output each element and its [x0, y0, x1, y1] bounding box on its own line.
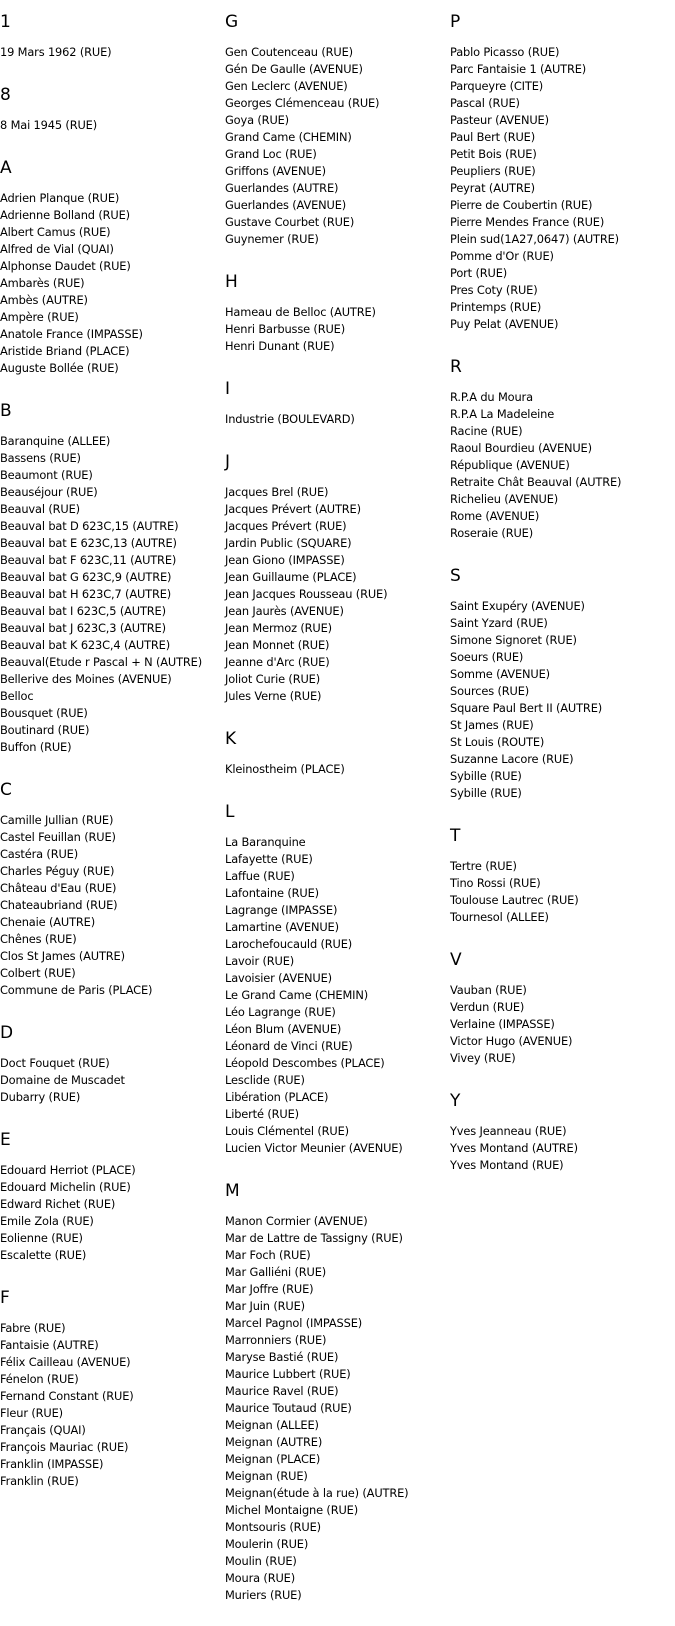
street-list [0, 117, 218, 134]
street-list-item[interactable]: François Mauriac (RUE) [0, 1440, 129, 1454]
street-list [450, 389, 672, 542]
street-list [450, 44, 672, 333]
street-list-item[interactable]: Guynemer (RUE) [225, 232, 319, 246]
street-list-item[interactable]: Buffon (RUE) [0, 740, 72, 754]
street-list-item[interactable]: Puy Pelat (AVENUE) [450, 317, 559, 331]
street-list-item[interactable]: Tournesol (ALLEE) [450, 910, 549, 924]
street-list-item[interactable]: Beauval(Etude r Pascal + N (AUTRE) [0, 655, 202, 669]
street-list-item[interactable]: Lamartine (AVENUE) [225, 920, 339, 934]
street-list-item[interactable]: Somme (AVENUE) [450, 667, 550, 681]
section-letter-heading: V [450, 950, 462, 970]
street-list [225, 304, 447, 355]
street-list-item[interactable]: 19 Mars 1962 (RUE) [0, 45, 112, 59]
street-list-item[interactable]: Laffue (RUE) [225, 869, 295, 883]
street-list-item[interactable]: Maurice Lubbert (RUE) [225, 1367, 351, 1381]
letter-section [0, 83, 218, 134]
street-list-item[interactable]: Yves Montand (RUE) [450, 1158, 564, 1172]
street-list-item[interactable]: Baranquine (ALLEE) [0, 434, 111, 448]
street-list-item[interactable]: Bassens (RUE) [0, 451, 81, 465]
street-list-item[interactable]: Français (QUAI) [0, 1423, 86, 1437]
street-index-column-3 [450, 10, 672, 1196]
street-list-item[interactable]: Vivey (RUE) [450, 1051, 516, 1065]
street-list-item[interactable]: Pasteur (AVENUE) [450, 113, 549, 127]
street-list [0, 1162, 218, 1264]
street-list-item[interactable]: Mar Foch (RUE) [225, 1248, 311, 1262]
street-list-item[interactable]: Albert Camus (RUE) [0, 225, 111, 239]
street-list-item[interactable]: Colbert (RUE) [0, 966, 76, 980]
letter-section [450, 824, 672, 926]
letter-section [0, 399, 218, 756]
street-list-item[interactable]: Edouard Herriot (PLACE) [0, 1163, 136, 1177]
street-list-item[interactable]: Gen Coutenceau (RUE) [225, 45, 353, 59]
street-list-item[interactable]: Paul Bert (RUE) [450, 130, 536, 144]
street-list [0, 44, 218, 61]
street-list-item[interactable]: Beaumont (RUE) [0, 468, 93, 482]
street-list [450, 982, 672, 1067]
street-list-item[interactable]: Hameau de Belloc (AUTRE) [225, 305, 376, 319]
street-list-item[interactable]: Roseraie (RUE) [450, 526, 534, 540]
street-list-item[interactable]: Lucien Victor Meunier (AVENUE) [225, 1141, 403, 1155]
street-list-item[interactable]: Emile Zola (RUE) [0, 1214, 94, 1228]
section-letter-heading: E [0, 1130, 11, 1150]
street-list-item[interactable]: Lagrange (IMPASSE) [225, 903, 338, 917]
street-list-item[interactable]: Saint Yzard (RUE) [450, 616, 548, 630]
street-list-item[interactable]: Le Grand Came (CHEMIN) [225, 988, 369, 1002]
letter-section [450, 1089, 672, 1174]
street-list-item[interactable]: Jules Verne (RUE) [225, 689, 322, 703]
section-letter-heading: 1 [0, 12, 11, 32]
section-letter-heading: M [225, 1181, 240, 1201]
street-list-item[interactable]: Square Paul Bert II (AUTRE) [450, 701, 603, 715]
street-list-item[interactable]: Commune de Paris (PLACE) [0, 983, 153, 997]
section-letter-heading: Y [450, 1091, 461, 1111]
section-letter-heading: G [225, 12, 239, 32]
street-list-item[interactable]: Jacques Prévert (RUE) [225, 519, 347, 533]
street-list-item[interactable]: Castéra (RUE) [0, 847, 79, 861]
street-list-item[interactable]: Beauval bat F 623C,11 (AUTRE) [0, 553, 177, 567]
street-list-item[interactable]: Gén De Gaulle (AVENUE) [225, 62, 363, 76]
letter-section [0, 1286, 218, 1490]
street-list-item[interactable]: Jean Jaurès (AVENUE) [225, 604, 344, 618]
street-list-item[interactable]: Lavoir (RUE) [225, 954, 295, 968]
street-list [0, 812, 218, 999]
section-letter-heading: F [0, 1288, 10, 1308]
street-list-item[interactable]: Chênes (RUE) [0, 932, 77, 946]
street-list-item[interactable]: Beauval bat H 623C,7 (AUTRE) [0, 587, 172, 601]
street-list-item[interactable]: Verdun (RUE) [450, 1000, 525, 1014]
street-list-item[interactable]: Meignan (PLACE) [225, 1452, 321, 1466]
street-list [450, 858, 672, 926]
street-list-item[interactable]: Libération (PLACE) [225, 1090, 329, 1104]
street-list-item[interactable]: Maryse Bastié (RUE) [225, 1350, 339, 1364]
street-list [225, 834, 447, 1157]
letter-section [450, 564, 672, 802]
street-list-item[interactable]: Moulin (RUE) [225, 1554, 297, 1568]
street-list [225, 484, 447, 705]
street-list-item[interactable]: Chenaie (AUTRE) [0, 915, 96, 929]
section-letter-heading: L [225, 802, 235, 822]
street-list-item[interactable]: Doct Fouquet (RUE) [0, 1056, 110, 1070]
street-list-item[interactable]: Jean Guillaume (PLACE) [225, 570, 357, 584]
street-list-item[interactable]: Jean Monnet (RUE) [225, 638, 330, 652]
street-list-item[interactable]: Marcel Pagnol (IMPASSE) [225, 1316, 363, 1330]
letter-section [0, 1021, 218, 1106]
street-list-item[interactable]: Georges Clémenceau (RUE) [225, 96, 380, 110]
street-list-item[interactable]: Suzanne Lacore (RUE) [450, 752, 574, 766]
street-list [225, 44, 447, 248]
section-letter-heading: J [225, 452, 231, 472]
letter-section [225, 10, 447, 248]
street-list-item[interactable]: Sybille (RUE) [450, 786, 522, 800]
street-list-item[interactable]: Port (RUE) [450, 266, 508, 280]
street-list-item[interactable]: Ambarès (RUE) [0, 276, 85, 290]
street-list-item[interactable]: Simone Signoret (RUE) [450, 633, 577, 647]
street-list-item[interactable]: Marronniers (RUE) [225, 1333, 327, 1347]
street-list-item[interactable]: Anatole France (IMPASSE) [0, 327, 143, 341]
street-list-item[interactable]: Yves Montand (AUTRE) [450, 1141, 578, 1155]
street-list-item[interactable]: Beauval bat E 623C,13 (AUTRE) [0, 536, 177, 550]
street-index-column-2 [225, 10, 447, 1626]
street-list-item[interactable]: Belloc [0, 689, 34, 703]
street-list-item[interactable]: Beauval bat G 623C,9 (AUTRE) [0, 570, 172, 584]
street-list-item[interactable]: Pablo Picasso (RUE) [450, 45, 560, 59]
street-list-item[interactable]: Pascal (RUE) [450, 96, 520, 110]
street-list-item[interactable]: Raoul Bourdieu (AVENUE) [450, 441, 592, 455]
street-list-item[interactable]: Château d'Eau (RUE) [0, 881, 117, 895]
street-list-item[interactable]: Michel Montaigne (RUE) [225, 1503, 359, 1517]
section-letter-heading: R [450, 357, 462, 377]
street-list-item[interactable]: Aristide Briand (PLACE) [0, 344, 130, 358]
street-list [225, 761, 447, 778]
street-list-item[interactable]: Alphonse Daudet (RUE) [0, 259, 131, 273]
section-letter-heading: C [0, 780, 12, 800]
street-list-item[interactable]: Toulouse Lautrec (RUE) [450, 893, 579, 907]
street-list-item[interactable]: Sources (RUE) [450, 684, 530, 698]
street-list-item[interactable]: Joliot Curie (RUE) [225, 672, 320, 686]
street-list-item[interactable]: Griffons (AVENUE) [225, 164, 326, 178]
section-letter-heading: T [450, 826, 461, 846]
street-list-item[interactable]: Rome (AVENUE) [450, 509, 540, 523]
street-list-item[interactable]: Lesclide (RUE) [225, 1073, 305, 1087]
letter-section [0, 156, 218, 377]
street-list-item[interactable]: Lavoisier (AVENUE) [225, 971, 332, 985]
street-list-item[interactable]: Meignan (RUE) [225, 1469, 308, 1483]
section-letter-heading: 8 [0, 85, 11, 105]
letter-section [225, 450, 447, 705]
street-list-item[interactable]: Vauban (RUE) [450, 983, 527, 997]
street-list-item[interactable]: Beauval bat I 623C,5 (AUTRE) [0, 604, 166, 618]
letter-section [225, 270, 447, 355]
street-list [450, 1123, 672, 1174]
street-list-item[interactable]: Mar Joffre (RUE) [225, 1282, 314, 1296]
street-list-item[interactable]: Petit Bois (RUE) [450, 147, 537, 161]
street-list-item[interactable]: Maurice Ravel (RUE) [225, 1384, 339, 1398]
section-letter-heading: H [225, 272, 238, 292]
street-list-item[interactable]: Muriers (RUE) [225, 1588, 302, 1602]
street-list-item[interactable]: Fantaisie (AUTRE) [0, 1338, 99, 1352]
street-list-item[interactable]: Saint Exupéry (AVENUE) [450, 599, 585, 613]
section-letter-heading: B [0, 401, 12, 421]
street-list-item[interactable]: Charles Péguy (RUE) [0, 864, 115, 878]
street-list-item[interactable]: Henri Barbusse (RUE) [225, 322, 346, 336]
street-list-item[interactable]: Maurice Toutaud (RUE) [225, 1401, 352, 1415]
street-list-item[interactable]: Jacques Brel (RUE) [225, 485, 329, 499]
street-list-item[interactable]: Fleur (RUE) [0, 1406, 63, 1420]
street-list-item[interactable]: Léopold Descombes (PLACE) [225, 1056, 385, 1070]
street-list-item[interactable]: Eolienne (RUE) [0, 1231, 83, 1245]
street-list-item[interactable]: Clos St James (AUTRE) [0, 949, 125, 963]
street-list-item[interactable]: Edouard Michelin (RUE) [0, 1180, 131, 1194]
street-list-item[interactable]: Meignan (AUTRE) [225, 1435, 323, 1449]
letter-section [225, 1179, 447, 1604]
street-list-item[interactable]: Beauval (RUE) [0, 502, 80, 516]
street-list-item[interactable]: Beauval bat K 623C,4 (AUTRE) [0, 638, 170, 652]
section-letter-heading: P [450, 12, 461, 32]
street-list-item[interactable]: Mar Galliéni (RUE) [225, 1265, 327, 1279]
street-list-item[interactable]: Soeurs (RUE) [450, 650, 524, 664]
street-list-item[interactable]: Adrienne Bolland (RUE) [0, 208, 130, 222]
street-list-item[interactable]: Lafontaine (RUE) [225, 886, 319, 900]
street-list-item[interactable]: Ambès (AUTRE) [0, 293, 88, 307]
street-list-item[interactable]: Moura (RUE) [225, 1571, 295, 1585]
street-list-item[interactable]: Guerlandes (AVENUE) [225, 198, 347, 212]
street-list-item[interactable]: Manon Cormier (AVENUE) [225, 1214, 368, 1228]
street-list-item[interactable]: Verlaine (IMPASSE) [450, 1017, 555, 1031]
street-list-item[interactable]: Liberté (RUE) [225, 1107, 299, 1121]
street-list-item[interactable]: Alfred de Vial (QUAI) [0, 242, 114, 256]
street-list-item[interactable]: 8 Mai 1945 (RUE) [0, 118, 98, 132]
street-list-item[interactable]: Dubarry (RUE) [0, 1090, 81, 1104]
street-list-item[interactable]: Louis Clémentel (RUE) [225, 1124, 349, 1138]
street-list-item[interactable]: Racine (RUE) [450, 424, 523, 438]
street-list [0, 190, 218, 377]
street-list-item[interactable]: Lafayette (RUE) [225, 852, 313, 866]
street-list-item[interactable]: République (AVENUE) [450, 458, 570, 472]
letter-section [450, 10, 672, 333]
street-list [0, 433, 218, 756]
street-list-item[interactable]: Fabre (RUE) [0, 1321, 66, 1335]
street-list-item[interactable]: Montsouris (RUE) [225, 1520, 321, 1534]
street-list-item[interactable]: Parc Fantaisie 1 (AUTRE) [450, 62, 587, 76]
street-list-item[interactable]: Léonard de Vinci (RUE) [225, 1039, 353, 1053]
street-list-item[interactable]: R.P.A La Madeleine [450, 407, 555, 421]
street-list-item[interactable]: Beauséjour (RUE) [0, 485, 98, 499]
street-list-item[interactable]: Gustave Courbet (RUE) [225, 215, 355, 229]
street-list-item[interactable]: Parqueyre (CITE) [450, 79, 544, 93]
street-list-item[interactable]: Printemps (RUE) [450, 300, 542, 314]
street-list-item[interactable]: Tino Rossi (RUE) [450, 876, 541, 890]
street-list-item[interactable]: Pierre de Coubertin (RUE) [450, 198, 593, 212]
letter-section [450, 355, 672, 542]
street-list [225, 1213, 447, 1604]
section-letter-heading: A [0, 158, 12, 178]
street-list-item[interactable]: Pres Coty (RUE) [450, 283, 538, 297]
street-list-item[interactable]: Kleinostheim (PLACE) [225, 762, 345, 776]
letter-section [225, 727, 447, 778]
section-letter-heading: K [225, 729, 237, 749]
street-list-item[interactable]: Boutinard (RUE) [0, 723, 90, 737]
street-list-item[interactable]: Meignan(étude à la rue) (AUTRE) [225, 1486, 409, 1500]
street-list-item[interactable]: Jean Jacques Rousseau (RUE) [225, 587, 388, 601]
letter-section [0, 10, 218, 61]
street-list-item[interactable]: Adrien Planque (RUE) [0, 191, 120, 205]
street-list-item[interactable]: Jeanne d'Arc (RUE) [225, 655, 330, 669]
street-list-item[interactable]: Beauval bat J 623C,3 (AUTRE) [0, 621, 166, 635]
street-list-item[interactable]: Industrie (BOULEVARD) [225, 412, 355, 426]
street-list-item[interactable]: Auguste Bollée (RUE) [0, 361, 119, 375]
street-list-item[interactable]: Peupliers (RUE) [450, 164, 536, 178]
street-list [0, 1055, 218, 1106]
street-list-item[interactable]: Jacques Prévert (AUTRE) [225, 502, 361, 516]
section-letter-heading: I [225, 379, 231, 399]
street-list-item[interactable]: Camille Jullian (RUE) [0, 813, 114, 827]
street-list-item[interactable]: Richelieu (AVENUE) [450, 492, 559, 506]
street-list-item[interactable]: Tertre (RUE) [450, 859, 517, 873]
letter-section [0, 778, 218, 999]
street-list-item[interactable]: Edward Richet (RUE) [0, 1197, 116, 1211]
street-list-item[interactable]: Domaine de Muscadet [0, 1073, 125, 1087]
street-list-item[interactable]: Pomme d'Or (RUE) [450, 249, 554, 263]
street-list-item[interactable]: Félix Cailleau (AVENUE) [0, 1355, 131, 1369]
street-list-item[interactable]: Ampère (RUE) [0, 310, 79, 324]
street-list-item[interactable]: Peyrat (AUTRE) [450, 181, 535, 195]
section-letter-heading: D [0, 1023, 14, 1043]
street-list-item[interactable]: St Louis (ROUTE) [450, 735, 545, 749]
street-list-item[interactable]: Pierre Mendes France (RUE) [450, 215, 605, 229]
street-list-item[interactable]: Mar Juin (RUE) [225, 1299, 305, 1313]
street-list-item[interactable]: Meignan (ALLEE) [225, 1418, 319, 1432]
letter-section [0, 1128, 218, 1264]
street-list-item[interactable]: Sybille (RUE) [450, 769, 522, 783]
street-list [225, 411, 447, 428]
street-list-item[interactable]: Fénelon (RUE) [0, 1372, 79, 1386]
street-list-item[interactable]: Bellerive des Moines (AVENUE) [0, 672, 172, 686]
letter-section [225, 800, 447, 1157]
street-list-item[interactable]: Henri Dunant (RUE) [225, 339, 335, 353]
street-list-item[interactable]: Guerlandes (AUTRE) [225, 181, 339, 195]
street-list-item[interactable]: Gen Leclerc (AVENUE) [225, 79, 348, 93]
street-list-item[interactable]: Jardin Public (SQUARE) [225, 536, 352, 550]
street-list-item[interactable]: Escalette (RUE) [0, 1248, 87, 1262]
street-list-item[interactable]: Fernand Constant (RUE) [0, 1389, 134, 1403]
street-list [450, 598, 672, 802]
street-list-item[interactable]: Jean Giono (IMPASSE) [225, 553, 345, 567]
street-list-item[interactable]: Yves Jeanneau (RUE) [450, 1124, 567, 1138]
street-list-item[interactable]: Franklin (RUE) [0, 1474, 79, 1488]
street-list-item[interactable]: Castel Feuillan (RUE) [0, 830, 116, 844]
street-index-column-1 [0, 10, 218, 1512]
street-list-item[interactable]: Léon Blum (AVENUE) [225, 1022, 342, 1036]
street-list-item[interactable]: Léo Lagrange (RUE) [225, 1005, 336, 1019]
street-list-item[interactable]: Bousquet (RUE) [0, 706, 88, 720]
street-list-item[interactable]: Chateaubriand (RUE) [0, 898, 118, 912]
letter-section [225, 377, 447, 428]
street-list-item[interactable]: La Baranquine [225, 835, 306, 849]
street-list-item[interactable]: Victor Hugo (AVENUE) [450, 1034, 573, 1048]
street-list-item[interactable]: Beauval bat D 623C,15 (AUTRE) [0, 519, 179, 533]
street-list-item[interactable]: Franklin (IMPASSE) [0, 1457, 104, 1471]
street-list-item[interactable]: Moulerin (RUE) [225, 1537, 309, 1551]
street-list-item[interactable]: R.P.A du Moura [450, 390, 533, 404]
street-list-item[interactable]: Mar de Lattre de Tassigny (RUE) [225, 1231, 403, 1245]
street-list-item[interactable]: Jean Mermoz (RUE) [225, 621, 332, 635]
street-list-item[interactable]: Grand Came (CHEMIN) [225, 130, 352, 144]
street-list-item[interactable]: Grand Loc (RUE) [225, 147, 317, 161]
street-list-item[interactable]: Goya (RUE) [225, 113, 289, 127]
section-letter-heading: S [450, 566, 461, 586]
street-list-item[interactable]: Larochefoucauld (RUE) [225, 937, 353, 951]
street-list [0, 1320, 218, 1490]
street-list-item[interactable]: Retraite Chât Beauval (AUTRE) [450, 475, 622, 489]
letter-section [450, 948, 672, 1067]
street-list-item[interactable]: Plein sud(1A27,0647) (AUTRE) [450, 232, 619, 246]
street-list-item[interactable]: St James (RUE) [450, 718, 534, 732]
